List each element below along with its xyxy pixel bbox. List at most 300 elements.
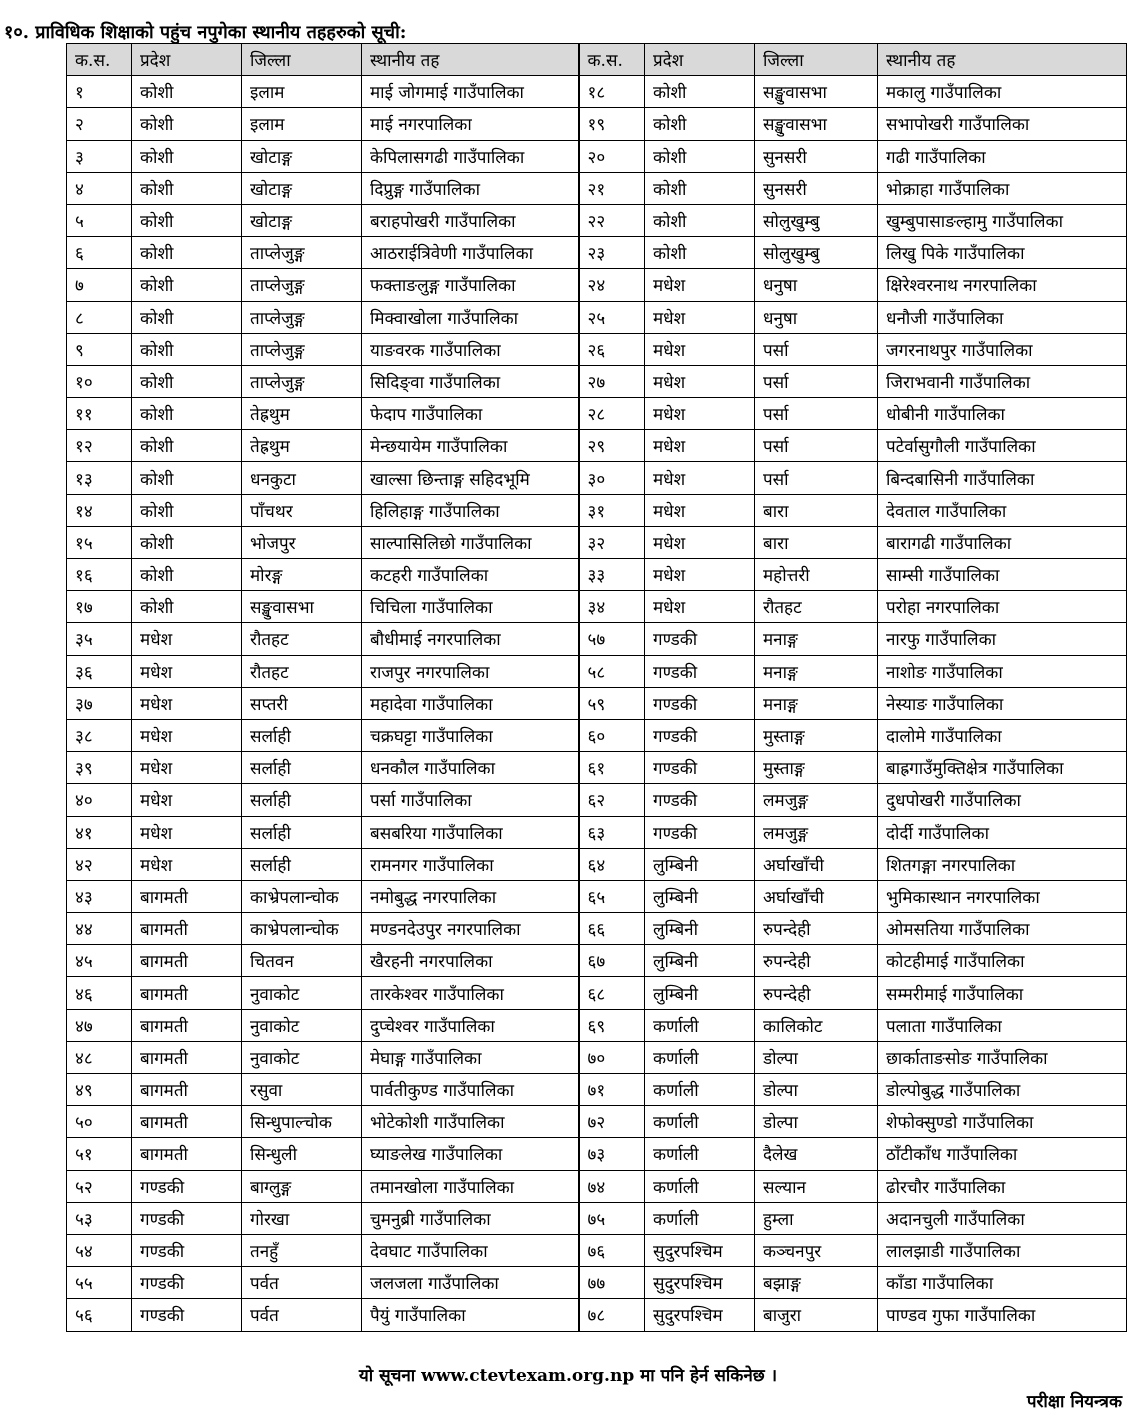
- cell-local-level-left: मण्डनदेउपुर नगरपालिका: [362, 913, 579, 945]
- cell-province-right: गण्डकी: [645, 655, 755, 687]
- cell-district-left: सिन्धुपाल्चोक: [242, 1106, 362, 1138]
- cell-local-level-right: परोहा नगरपालिका: [878, 591, 1127, 623]
- cell-sn-right: ७०: [579, 1041, 645, 1073]
- cell-local-level-right: भुमिकास्थान नगरपालिका: [878, 880, 1127, 912]
- cell-province-right: कर्णाली: [645, 1074, 755, 1106]
- cell-district-right: रौतहट: [755, 591, 878, 623]
- cell-local-level-left: तारकेश्वर गाउँपालिका: [362, 977, 579, 1009]
- cell-sn-left: ३८: [67, 719, 132, 751]
- cell-province-right: मधेश: [645, 526, 755, 558]
- cell-sn-right: ६६: [579, 913, 645, 945]
- cell-province-left: मधेश: [132, 655, 242, 687]
- cell-local-level-right: दोर्दी गाउँपालिका: [878, 816, 1127, 848]
- cell-sn-left: ४३: [67, 880, 132, 912]
- cell-province-left: कोशी: [132, 204, 242, 236]
- cell-local-level-right: बारागढी गाउँपालिका: [878, 526, 1127, 558]
- cell-district-right: बझाङ्ग: [755, 1267, 878, 1299]
- cell-local-level-left: बराहपोखरी गाउँपालिका: [362, 204, 579, 236]
- cell-local-level-left: देवघाट गाउँपालिका: [362, 1234, 579, 1266]
- cell-district-right: धनुषा: [755, 301, 878, 333]
- cell-sn-right: ३१: [579, 494, 645, 526]
- cell-local-level-left: महादेवा गाउँपालिका: [362, 687, 579, 719]
- cell-local-level-right: नेस्याङ गाउँपालिका: [878, 687, 1127, 719]
- table-row: [67, 1299, 1127, 1331]
- cell-local-level-right: नारफु गाउँपालिका: [878, 623, 1127, 655]
- cell-sn-left: ३७: [67, 687, 132, 719]
- header-province-left: प्रदेश: [132, 44, 242, 76]
- cell-district-right: बारा: [755, 526, 878, 558]
- table-row: [67, 76, 1127, 108]
- cell-district-left: पर्वत: [242, 1267, 362, 1299]
- cell-district-right: अर्घाखाँची: [755, 880, 878, 912]
- table-row: [67, 1202, 1127, 1234]
- cell-province-left: गण्डकी: [132, 1202, 242, 1234]
- cell-sn-left: ४: [67, 172, 132, 204]
- cell-district-left: बाग्लुङ्ग: [242, 1170, 362, 1202]
- table-row: [67, 140, 1127, 172]
- cell-local-level-left: पैयुं गाउँपालिका: [362, 1299, 579, 1331]
- cell-province-right: कर्णाली: [645, 1170, 755, 1202]
- cell-district-right: कालिकोट: [755, 1009, 878, 1041]
- cell-local-level-right: क्षिरेश्वरनाथ नगरपालिका: [878, 269, 1127, 301]
- cell-local-level-left: कटहरी गाउँपालिका: [362, 559, 579, 591]
- cell-local-level-right: काँडा गाउँपालिका: [878, 1267, 1127, 1299]
- cell-local-level-right: शितगङ्गा नगरपालिका: [878, 848, 1127, 880]
- cell-sn-right: ६५: [579, 880, 645, 912]
- cell-local-level-right: पलाता गाउँपालिका: [878, 1009, 1127, 1041]
- cell-province-left: बागमती: [132, 1041, 242, 1073]
- table-body: [67, 76, 1127, 1331]
- cell-province-left: मधेश: [132, 687, 242, 719]
- header-sn-right: क.स.: [579, 44, 645, 76]
- cell-province-right: गण्डकी: [645, 687, 755, 719]
- cell-local-level-right: लालझाडी गाउँपालिका: [878, 1234, 1127, 1266]
- cell-district-right: मनाङ्ग: [755, 623, 878, 655]
- cell-local-level-right: लिखु पिके गाउँपालिका: [878, 237, 1127, 269]
- cell-province-right: लुम्बिनी: [645, 880, 755, 912]
- cell-province-left: कोशी: [132, 237, 242, 269]
- cell-local-level-left: फेदाप गाउँपालिका: [362, 398, 579, 430]
- cell-sn-left: ४८: [67, 1041, 132, 1073]
- cell-province-left: कोशी: [132, 172, 242, 204]
- cell-district-right: सङ्खुवासभा: [755, 108, 878, 140]
- cell-sn-left: ३: [67, 140, 132, 172]
- cell-sn-left: ४१: [67, 816, 132, 848]
- cell-province-right: गण्डकी: [645, 752, 755, 784]
- cell-district-right: मनाङ्ग: [755, 687, 878, 719]
- cell-district-right: डोल्पा: [755, 1041, 878, 1073]
- cell-local-level-right: दालोमे गाउँपालिका: [878, 719, 1127, 751]
- cell-sn-right: ५८: [579, 655, 645, 687]
- cell-sn-right: २७: [579, 365, 645, 397]
- header-district-right: जिल्ला: [755, 44, 878, 76]
- cell-district-left: सर्लाही: [242, 752, 362, 784]
- cell-local-level-right: धोबीनी गाउँपालिका: [878, 398, 1127, 430]
- table-row: [67, 913, 1127, 945]
- cell-local-level-left: पर्सा गाउँपालिका: [362, 784, 579, 816]
- cell-province-right: कर्णाली: [645, 1138, 755, 1170]
- cell-province-right: कर्णाली: [645, 1041, 755, 1073]
- cell-district-right: रुपन्देही: [755, 913, 878, 945]
- table-row: [67, 784, 1127, 816]
- cell-sn-left: ७: [67, 269, 132, 301]
- cell-local-level-right: भोक्राहा गाउँपालिका: [878, 172, 1127, 204]
- cell-local-level-left: चक्रघट्टा गाउँपालिका: [362, 719, 579, 751]
- cell-province-right: कर्णाली: [645, 1106, 755, 1138]
- cell-sn-right: २५: [579, 301, 645, 333]
- cell-province-right: मधेश: [645, 430, 755, 462]
- table-row: [67, 365, 1127, 397]
- cell-district-left: मोरङ्ग: [242, 559, 362, 591]
- cell-sn-right: ६७: [579, 945, 645, 977]
- header-district-left: जिल्ला: [242, 44, 362, 76]
- page-title: १०. प्राविधिक शिक्षाको पहुंच नपुगेका स्थानीय तहहरुको सूची:: [4, 22, 407, 43]
- cell-sn-left: २: [67, 108, 132, 140]
- cell-sn-left: १४: [67, 494, 132, 526]
- cell-sn-left: १२: [67, 430, 132, 462]
- cell-district-left: खोटाङ्ग: [242, 140, 362, 172]
- cell-sn-right: २०: [579, 140, 645, 172]
- cell-sn-right: १८: [579, 76, 645, 108]
- cell-local-level-left: नमोबुद्ध नगरपालिका: [362, 880, 579, 912]
- cell-district-right: सल्यान: [755, 1170, 878, 1202]
- cell-district-left: काभ्रेपलान्चोक: [242, 880, 362, 912]
- cell-province-left: गण्डकी: [132, 1267, 242, 1299]
- cell-sn-right: ७७: [579, 1267, 645, 1299]
- cell-local-level-left: रामनगर गाउँपालिका: [362, 848, 579, 880]
- cell-local-level-right: खुम्बुपासाङल्हामु गाउँपालिका: [878, 204, 1127, 236]
- cell-local-level-left: भोटेकोशी गाउँपालिका: [362, 1106, 579, 1138]
- cell-local-level-right: साम्सी गाउँपालिका: [878, 559, 1127, 591]
- signature: परीक्षा नियन्त्रक: [1026, 1392, 1122, 1412]
- table-row: [67, 237, 1127, 269]
- cell-local-level-left: पार्वतीकुण्ड गाउँपालिका: [362, 1074, 579, 1106]
- cell-sn-left: ५०: [67, 1106, 132, 1138]
- cell-province-right: कर्णाली: [645, 1202, 755, 1234]
- cell-sn-left: ४७: [67, 1009, 132, 1041]
- cell-local-level-left: याङवरक गाउँपालिका: [362, 333, 579, 365]
- cell-district-left: ताप्लेजुङ्ग: [242, 237, 362, 269]
- cell-local-level-right: छार्काताङसोङ गाउँपालिका: [878, 1041, 1127, 1073]
- cell-province-left: मधेश: [132, 848, 242, 880]
- cell-province-right: कर्णाली: [645, 1009, 755, 1041]
- cell-sn-left: ४५: [67, 945, 132, 977]
- cell-district-left: सर्लाही: [242, 848, 362, 880]
- cell-province-right: लुम्बिनी: [645, 848, 755, 880]
- cell-province-right: गण्डकी: [645, 816, 755, 848]
- cell-province-left: गण्डकी: [132, 1299, 242, 1331]
- cell-district-right: सुनसरी: [755, 172, 878, 204]
- cell-sn-left: ४०: [67, 784, 132, 816]
- cell-province-left: कोशी: [132, 108, 242, 140]
- cell-district-left: ताप्लेजुङ्ग: [242, 301, 362, 333]
- cell-local-level-right: सभापोखरी गाउँपालिका: [878, 108, 1127, 140]
- cell-local-level-left: धनकौल गाउँपालिका: [362, 752, 579, 784]
- cell-district-right: रुपन्देही: [755, 977, 878, 1009]
- cell-local-level-left: राजपुर नगरपालिका: [362, 655, 579, 687]
- table-row: [67, 1074, 1127, 1106]
- table-row: [67, 269, 1127, 301]
- table-row: [67, 945, 1127, 977]
- cell-sn-left: ३६: [67, 655, 132, 687]
- cell-sn-right: ७६: [579, 1234, 645, 1266]
- cell-province-left: कोशी: [132, 140, 242, 172]
- cell-sn-left: ४९: [67, 1074, 132, 1106]
- cell-local-level-right: डोल्पोबुद्ध गाउँपालिका: [878, 1074, 1127, 1106]
- cell-sn-right: २८: [579, 398, 645, 430]
- cell-district-left: नुवाकोट: [242, 1041, 362, 1073]
- cell-province-left: कोशी: [132, 365, 242, 397]
- header-local-level-right: स्थानीय तह: [878, 44, 1127, 76]
- cell-sn-left: ८: [67, 301, 132, 333]
- cell-province-left: मधेश: [132, 752, 242, 784]
- table-row: [67, 1267, 1127, 1299]
- cell-local-level-left: चिचिला गाउँपालिका: [362, 591, 579, 623]
- cell-local-level-right: जगरनाथपुर गाउँपालिका: [878, 333, 1127, 365]
- cell-district-left: इलाम: [242, 108, 362, 140]
- cell-district-right: सुनसरी: [755, 140, 878, 172]
- cell-sn-right: २६: [579, 333, 645, 365]
- cell-sn-right: ३४: [579, 591, 645, 623]
- table-row: [67, 977, 1127, 1009]
- cell-sn-left: ५३: [67, 1202, 132, 1234]
- cell-district-left: सप्तरी: [242, 687, 362, 719]
- cell-province-right: लुम्बिनी: [645, 945, 755, 977]
- cell-province-left: कोशी: [132, 526, 242, 558]
- cell-province-left: बागमती: [132, 1138, 242, 1170]
- cell-province-right: लुम्बिनी: [645, 977, 755, 1009]
- cell-sn-left: ९: [67, 333, 132, 365]
- cell-province-right: गण्डकी: [645, 623, 755, 655]
- cell-district-left: ताप्लेजुङ्ग: [242, 333, 362, 365]
- table-row: [67, 1106, 1127, 1138]
- table-row: [67, 526, 1127, 558]
- cell-sn-right: ६३: [579, 816, 645, 848]
- cell-sn-left: १: [67, 76, 132, 108]
- cell-local-level-left: चुमनुब्री गाउँपालिका: [362, 1202, 579, 1234]
- cell-province-right: कोशी: [645, 108, 755, 140]
- cell-province-left: बागमती: [132, 1009, 242, 1041]
- cell-district-left: ताप्लेजुङ्ग: [242, 269, 362, 301]
- cell-district-right: सोलुखुम्बु: [755, 204, 878, 236]
- table-row: [67, 1009, 1127, 1041]
- cell-district-left: नुवाकोट: [242, 1009, 362, 1041]
- cell-district-right: अर्घाखाँची: [755, 848, 878, 880]
- table-row: [67, 816, 1127, 848]
- cell-sn-left: १७: [67, 591, 132, 623]
- cell-district-left: काभ्रेपलान्चोक: [242, 913, 362, 945]
- cell-district-left: इलाम: [242, 76, 362, 108]
- cell-province-left: कोशी: [132, 398, 242, 430]
- cell-district-left: सर्लाही: [242, 719, 362, 751]
- cell-local-level-left: खैरहनी नगरपालिका: [362, 945, 579, 977]
- cell-sn-right: ३३: [579, 559, 645, 591]
- cell-local-level-right: सम्मरीमाई गाउँपालिका: [878, 977, 1127, 1009]
- cell-local-level-left: हिलिहाङ्ग गाउँपालिका: [362, 494, 579, 526]
- cell-district-right: मनाङ्ग: [755, 655, 878, 687]
- cell-province-right: गण्डकी: [645, 784, 755, 816]
- cell-province-right: कोशी: [645, 76, 755, 108]
- cell-sn-right: २४: [579, 269, 645, 301]
- cell-sn-right: ७१: [579, 1074, 645, 1106]
- cell-district-right: महोत्तरी: [755, 559, 878, 591]
- table-row: [67, 559, 1127, 591]
- cell-district-left: तनहुँ: [242, 1234, 362, 1266]
- cell-local-level-left: माई जोगमाई गाउँपालिका: [362, 76, 579, 108]
- cell-district-left: सङ्खुवासभा: [242, 591, 362, 623]
- cell-sn-left: १५: [67, 526, 132, 558]
- cell-district-left: ताप्लेजुङ्ग: [242, 365, 362, 397]
- cell-sn-right: २१: [579, 172, 645, 204]
- cell-local-level-right: ठाँटीकाँध गाउँपालिका: [878, 1138, 1127, 1170]
- cell-district-left: खोटाङ्ग: [242, 204, 362, 236]
- cell-local-level-right: अदानचुली गाउँपालिका: [878, 1202, 1127, 1234]
- cell-local-level-right: नाशोङ गाउँपालिका: [878, 655, 1127, 687]
- cell-local-level-right: कोटहीमाई गाउँपालिका: [878, 945, 1127, 977]
- cell-province-right: सुदुरपश्चिम: [645, 1299, 755, 1331]
- cell-sn-right: ५७: [579, 623, 645, 655]
- cell-district-right: पर्सा: [755, 430, 878, 462]
- cell-sn-right: २९: [579, 430, 645, 462]
- cell-sn-left: ६: [67, 237, 132, 269]
- cell-province-right: लुम्बिनी: [645, 913, 755, 945]
- cell-province-left: बागमती: [132, 1074, 242, 1106]
- cell-province-right: मधेश: [645, 398, 755, 430]
- header-province-right: प्रदेश: [645, 44, 755, 76]
- cell-district-right: बाजुरा: [755, 1299, 878, 1331]
- cell-sn-right: ६०: [579, 719, 645, 751]
- cell-local-level-left: साल्पासिलिछो गाउँपालिका: [362, 526, 579, 558]
- footer-note: यो सूचना www.ctevtexam.org.np मा पनि हेर्न सकिनेछ ।: [358, 1366, 778, 1386]
- table-row: [67, 880, 1127, 912]
- table-row: [67, 333, 1127, 365]
- cell-sn-left: ५२: [67, 1170, 132, 1202]
- table-row: [67, 623, 1127, 655]
- cell-district-left: सर्लाही: [242, 816, 362, 848]
- cell-sn-left: ३५: [67, 623, 132, 655]
- cell-sn-right: ७३: [579, 1138, 645, 1170]
- cell-district-right: सोलुखुम्बु: [755, 237, 878, 269]
- cell-district-right: मुस्ताङ्ग: [755, 719, 878, 751]
- cell-province-right: मधेश: [645, 301, 755, 333]
- table-row: [67, 1170, 1127, 1202]
- cell-district-left: रौतहट: [242, 623, 362, 655]
- cell-province-left: कोशी: [132, 430, 242, 462]
- table-row: [67, 204, 1127, 236]
- cell-local-level-right: ढोरचौर गाउँपालिका: [878, 1170, 1127, 1202]
- cell-local-level-left: बौधीमाई नगरपालिका: [362, 623, 579, 655]
- cell-local-level-left: दिप्रुङ्ग गाउँपालिका: [362, 172, 579, 204]
- cell-local-level-left: दुप्चेश्वर गाउँपालिका: [362, 1009, 579, 1041]
- table-row: [67, 172, 1127, 204]
- cell-district-right: मुस्ताङ्ग: [755, 752, 878, 784]
- cell-local-level-right: बिन्दबासिनी गाउँपालिका: [878, 462, 1127, 494]
- cell-local-level-left: आठराईत्रिवेणी गाउँपालिका: [362, 237, 579, 269]
- cell-district-left: सिन्धुली: [242, 1138, 362, 1170]
- cell-district-left: तेह्रथुम: [242, 430, 362, 462]
- cell-district-right: कञ्चनपुर: [755, 1234, 878, 1266]
- cell-local-level-left: माई नगरपालिका: [362, 108, 579, 140]
- cell-province-left: कोशी: [132, 591, 242, 623]
- header-local-level-left: स्थानीय तह: [362, 44, 579, 76]
- cell-district-right: बारा: [755, 494, 878, 526]
- cell-local-level-left: केपिलासगढी गाउँपालिका: [362, 140, 579, 172]
- cell-province-right: कोशी: [645, 172, 755, 204]
- cell-province-right: सुदुरपश्चिम: [645, 1234, 755, 1266]
- cell-province-left: गण्डकी: [132, 1170, 242, 1202]
- cell-district-left: तेह्रथुम: [242, 398, 362, 430]
- cell-province-right: मधेश: [645, 559, 755, 591]
- cell-local-level-right: पटेर्वासुगौली गाउँपालिका: [878, 430, 1127, 462]
- cell-district-right: पर्सा: [755, 462, 878, 494]
- cell-district-right: दैलेख: [755, 1138, 878, 1170]
- cell-province-left: कोशी: [132, 76, 242, 108]
- table-row: [67, 462, 1127, 494]
- cell-sn-left: ४२: [67, 848, 132, 880]
- cell-district-right: लमजुङ्ग: [755, 816, 878, 848]
- table-row: [67, 108, 1127, 140]
- cell-province-right: सुदुरपश्चिम: [645, 1267, 755, 1299]
- cell-sn-right: ७५: [579, 1202, 645, 1234]
- cell-sn-right: ६८: [579, 977, 645, 1009]
- cell-district-right: पर्सा: [755, 333, 878, 365]
- table-row: [67, 494, 1127, 526]
- cell-local-level-right: बाह्रगाउँमुक्तिक्षेत्र गाउँपालिका: [878, 752, 1127, 784]
- cell-district-right: पर्सा: [755, 398, 878, 430]
- local-levels-table: [66, 43, 1127, 1332]
- table-row: [67, 398, 1127, 430]
- cell-district-left: चितवन: [242, 945, 362, 977]
- table-row: [67, 1041, 1127, 1073]
- table-row: [67, 655, 1127, 687]
- cell-province-left: कोशी: [132, 559, 242, 591]
- cell-local-level-left: खाल्सा छिन्ताङ्ग सहिदभूमि: [362, 462, 579, 494]
- cell-sn-left: ३९: [67, 752, 132, 784]
- cell-local-level-right: पाण्डव गुफा गाउँपालिका: [878, 1299, 1127, 1331]
- cell-district-right: सङ्खुवासभा: [755, 76, 878, 108]
- cell-province-left: गण्डकी: [132, 1234, 242, 1266]
- cell-district-left: पर्वत: [242, 1299, 362, 1331]
- cell-sn-left: ५४: [67, 1234, 132, 1266]
- cell-sn-right: ७४: [579, 1170, 645, 1202]
- table-row: [67, 591, 1127, 623]
- table-row: [67, 430, 1127, 462]
- cell-province-left: मधेश: [132, 719, 242, 751]
- cell-province-left: मधेश: [132, 816, 242, 848]
- cell-province-right: मधेश: [645, 462, 755, 494]
- cell-province-left: मधेश: [132, 623, 242, 655]
- cell-district-right: रुपन्देही: [755, 945, 878, 977]
- cell-district-left: खोटाङ्ग: [242, 172, 362, 204]
- cell-sn-left: ५६: [67, 1299, 132, 1331]
- cell-local-level-left: मेन्छयायेम गाउँपालिका: [362, 430, 579, 462]
- cell-province-right: गण्डकी: [645, 719, 755, 751]
- table-row: [67, 1138, 1127, 1170]
- table-row: [67, 848, 1127, 880]
- cell-province-right: कोशी: [645, 237, 755, 269]
- cell-province-left: कोशी: [132, 333, 242, 365]
- cell-province-left: बागमती: [132, 977, 242, 1009]
- cell-district-left: रौतहट: [242, 655, 362, 687]
- cell-sn-right: ३२: [579, 526, 645, 558]
- cell-local-level-left: जलजला गाउँपालिका: [362, 1267, 579, 1299]
- cell-local-level-left: तमानखोला गाउँपालिका: [362, 1170, 579, 1202]
- cell-district-left: रसुवा: [242, 1074, 362, 1106]
- cell-province-left: कोशी: [132, 462, 242, 494]
- cell-local-level-right: जिराभवानी गाउँपालिका: [878, 365, 1127, 397]
- cell-province-left: बागमती: [132, 1106, 242, 1138]
- cell-district-left: धनकुटा: [242, 462, 362, 494]
